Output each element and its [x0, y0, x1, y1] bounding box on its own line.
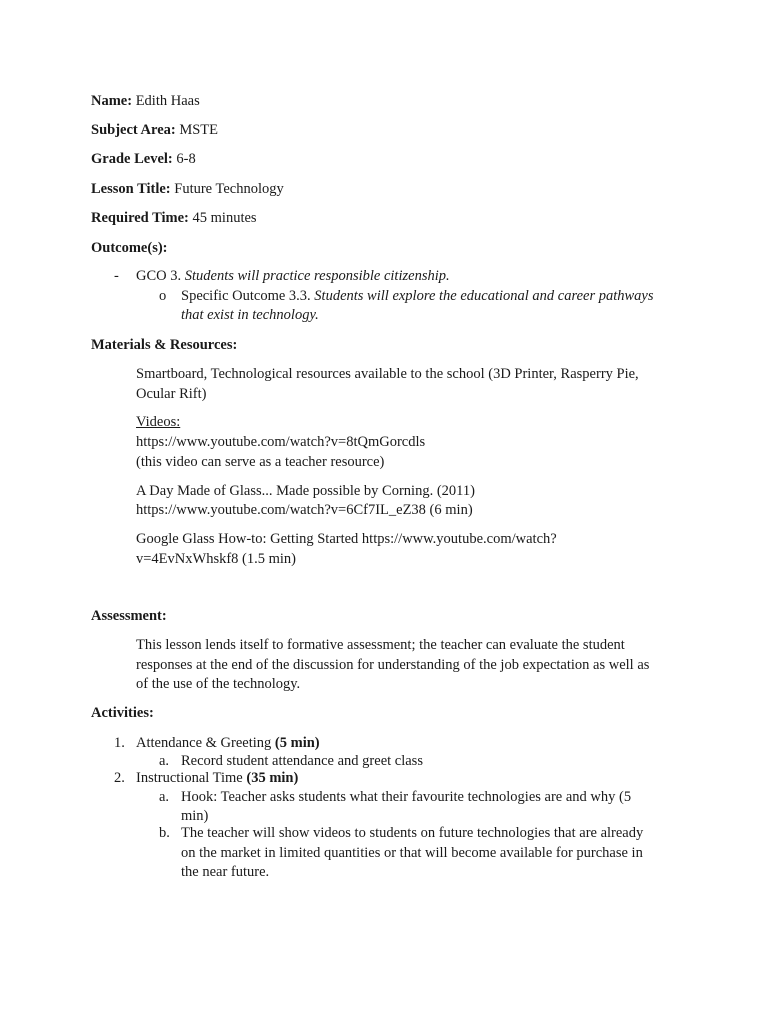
- sco-outcome-line1: [181, 288, 654, 305]
- activity2b-letter: b.: [159, 825, 170, 841]
- lesson-title-value: Future Technology: [174, 181, 284, 197]
- video2-title: A Day Made of Glass... Made possible by Corning. (2011): [136, 483, 475, 499]
- subject-value: MSTE: [179, 122, 219, 138]
- video1-note: (this video can serve as a teacher resource): [136, 454, 385, 470]
- assessment-heading: Assessment:: [91, 608, 167, 624]
- name-field: [91, 93, 200, 110]
- gco-bullet: -: [114, 268, 119, 284]
- gco-prefix: GCO 3.: [136, 268, 182, 284]
- required-time-value: 45 minutes: [192, 210, 257, 226]
- activities-heading: Activities:: [91, 705, 154, 721]
- grade-label: Grade Level:: [91, 151, 173, 167]
- grade-field: [91, 151, 196, 168]
- activity1a-letter: a.: [159, 753, 170, 769]
- activity1a-text: Record student attendance and greet class: [181, 753, 423, 769]
- activity2-text: Instructional Time: [136, 770, 243, 786]
- video1-link[interactable]: https://www.youtube.com/watch?v=8tQmGorcdls: [136, 434, 426, 450]
- gco-outcome: [136, 268, 450, 285]
- activity1-text: Attendance & Greeting: [136, 735, 272, 751]
- sco-text-2: that exist in technology.: [181, 307, 319, 323]
- gco-text: Students will practice responsible citizenship.: [184, 268, 450, 284]
- activity1: [136, 735, 320, 752]
- subject-field: [91, 122, 218, 139]
- outcomes-heading: Outcome(s):: [91, 240, 168, 256]
- video3-line1[interactable]: Google Glass How-to: Getting Started https://www.youtube.com/watch?: [136, 531, 557, 547]
- subject-label: Subject Area:: [91, 122, 176, 138]
- activity2a-line1: Hook: Teacher asks students what their favourite technologies are and why (5: [181, 789, 632, 805]
- videos-label: Videos:: [136, 414, 181, 430]
- name-label: Name:: [91, 93, 133, 109]
- materials-line1: Smartboard, Technological resources available to the school (3D Printer, Rasperry Pie,: [136, 366, 639, 382]
- sco-bullet: o: [159, 288, 167, 304]
- assessment-line2: responses at the end of the discussion for understanding of the job expectation as well as: [136, 657, 650, 673]
- lesson-title-field: [91, 181, 284, 198]
- materials-heading: Materials & Resources:: [91, 337, 238, 353]
- materials-line2: Ocular Rift): [136, 386, 207, 402]
- activity2b-line1: The teacher will show videos to students on future technologies that are already: [181, 825, 644, 841]
- sco-text-1: Students will explore the educational and career pathways: [314, 288, 654, 304]
- activity2a-line2: min): [181, 808, 209, 824]
- assessment-line1: This lesson lends itself to formative assessment; the teacher can evaluate the student: [136, 637, 625, 653]
- activity2b-line2: on the market in limited quantities or that will become available for purchase in: [181, 845, 643, 861]
- assessment-line3: of the use of the technology.: [136, 676, 301, 692]
- required-time-field: [91, 210, 257, 227]
- activity1-number: 1.: [114, 735, 125, 751]
- name-value: Edith Haas: [135, 93, 200, 109]
- lesson-title-label: Lesson Title:: [91, 181, 171, 197]
- activity2-time: (35 min): [246, 770, 299, 786]
- video3-line2[interactable]: v=4EvNxWhskf8 (1.5 min): [136, 551, 297, 567]
- activity2a-letter: a.: [159, 789, 170, 805]
- sco-prefix: Specific Outcome 3.3.: [181, 288, 311, 304]
- activity1-time: (5 min): [274, 735, 320, 751]
- grade-value: 6-8: [176, 151, 196, 167]
- activity2: [136, 770, 298, 787]
- video2-link[interactable]: https://www.youtube.com/watch?v=6Cf7IL_eZ38 (6 min): [136, 502, 473, 518]
- activity2-number: 2.: [114, 770, 125, 786]
- activity2b-line3: the near future.: [181, 864, 270, 880]
- required-time-label: Required Time:: [91, 210, 189, 226]
